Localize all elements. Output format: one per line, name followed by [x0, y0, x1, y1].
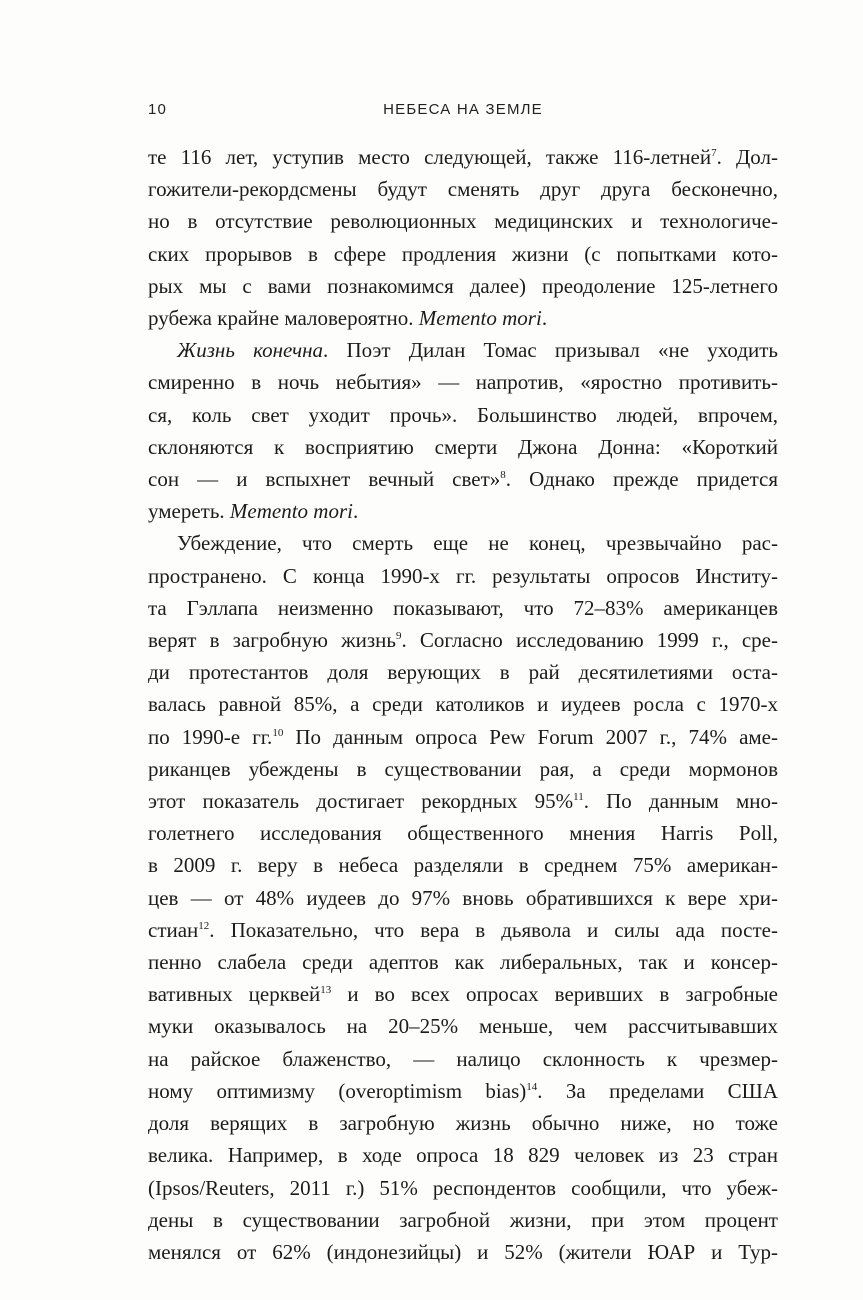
text-line: [148, 978, 778, 1010]
text-line: [148, 721, 778, 753]
text-run: . Показательно, что вера в дьявола и силы ада посте-: [209, 917, 778, 942]
text-run: но в отсутствие революционных медицинских и технологиче-: [148, 209, 778, 234]
text-line: [148, 914, 778, 946]
text-line: [148, 849, 778, 881]
footnote-ref: 10: [272, 726, 284, 739]
page-number: 10: [148, 101, 168, 118]
footnote-ref: 7: [711, 147, 717, 159]
text-run: гожители-рекордсмены будут сменять друг друга бесконечно,: [148, 177, 778, 202]
text-run: вативных церквей: [148, 982, 321, 1007]
text-run: смиренно в ночь небытия» — напротив, «яростно противить-: [148, 370, 778, 395]
text-run: этот показатель достигает рекордных 95%: [148, 789, 574, 814]
text-line: [148, 1172, 778, 1204]
text-run: валась равной 85%, а среди католиков и иудеев росла с 1970-х: [148, 692, 778, 717]
text-line: [148, 463, 778, 495]
text-run: стиан: [148, 917, 199, 942]
text-line: [148, 399, 778, 431]
text-line: [148, 882, 778, 914]
italic-text: Жизнь конечна: [177, 338, 324, 363]
text-line: [148, 1236, 778, 1268]
text-run: Убеждение, что смерть еще не конец, чрезвычайно рас-: [177, 531, 778, 556]
text-line: [148, 527, 778, 559]
text-run: По данным опроса Pew Forum 2007 г., 74% аме-: [283, 724, 778, 749]
text-run: рубежа крайне маловероятно.: [148, 306, 419, 331]
text-line: [148, 817, 778, 849]
footnote-ref: 13: [320, 984, 332, 997]
text-run: ному оптимизму (overoptimism bias): [148, 1078, 527, 1103]
text-line: [148, 495, 778, 527]
text-run: .: [352, 499, 359, 524]
text-run: . По данным мно-: [583, 789, 778, 814]
text-run: и во всех опросах веривших в загробные: [331, 982, 778, 1007]
text-run: . За пределами США: [537, 1078, 778, 1103]
text-line: [148, 238, 778, 270]
text-line: [148, 753, 778, 785]
text-run: ся, коль свет уходит прочь». Большинство людей, впрочем,: [148, 402, 778, 427]
text-run: та Гэллапа неизменно показывают, что 72–83% американцев: [148, 595, 778, 620]
text-run: сон — и вспыхнет вечный свет»: [148, 467, 501, 492]
text-run: пространено. С конца 1990-х гг. результаты опросов Институ-: [148, 563, 778, 588]
text-line: [148, 1107, 778, 1139]
text-line: [148, 431, 778, 463]
text-run: по 1990-е гг.: [148, 724, 273, 749]
text-run: . Согласно исследованию 1999 г., сре-: [401, 628, 778, 653]
text-run: . Поэт Дилан Томас призывал «не уходить: [323, 338, 779, 363]
text-line: [148, 592, 778, 624]
text-run: дены в существовании загробной жизни, при этом процент: [148, 1207, 778, 1232]
text-run: рых мы с вами познакомимся далее) преодоление 125-летнего: [148, 273, 778, 298]
paragraph: [148, 334, 778, 527]
text-line: [148, 656, 778, 688]
text-run: менялся от 62% (индонезийцы) и 52% (жители ЮАР и Тур-: [148, 1239, 778, 1264]
text-line: [148, 1075, 778, 1107]
running-header: [148, 101, 778, 125]
text-run: доля верящих в загробную жизнь обычно ниже, но тоже: [148, 1111, 778, 1136]
text-run: . Однако прежде придется: [505, 467, 778, 492]
text-run: риканцев убеждены в существовании рая, а среди мормонов: [148, 756, 778, 781]
text-run: те 116 лет, уступив место следующей, также 116-летней: [148, 145, 712, 169]
paragraph: [148, 527, 778, 1268]
text-line: [148, 560, 778, 592]
text-run: цев — от 48% иудеев до 97% вновь обратившихся к вере хри-: [148, 885, 778, 910]
footnote-ref: 14: [526, 1080, 538, 1093]
text-run: в 2009 г. веру в небеса разделяли в среднем 75% американ-: [148, 853, 778, 878]
text-line: [148, 1010, 778, 1042]
text-line: [148, 688, 778, 720]
footnote-ref: 11: [573, 791, 584, 804]
footnote-ref: 12: [198, 919, 210, 932]
text-run: велика. Например, в ходе опроса 18 829 человек из 23 стран: [148, 1143, 778, 1168]
text-line: [148, 946, 778, 978]
italic-text: Memento mori: [229, 499, 353, 524]
italic-text: Memento mori: [418, 306, 542, 331]
text-run: верят в загробную жизнь: [148, 628, 396, 653]
text-run: склоняются к восприятию смерти Джона Донна: «Короткий: [148, 434, 778, 459]
text-line: [148, 141, 778, 173]
text-line: [148, 173, 778, 205]
text-line: [148, 1204, 778, 1236]
text-run: муки оказывалось на 20–25% меньше, чем рассчитывавших: [148, 1014, 778, 1039]
text-run: на райское блаженство, — налицо склонность к чрезмер-: [148, 1046, 778, 1071]
text-line: [148, 366, 778, 398]
text-line: [148, 302, 778, 334]
body-text: [148, 141, 778, 1268]
text-line: [148, 270, 778, 302]
text-line: [148, 334, 778, 366]
text-run: (Ipsos/Reuters, 2011 г.) 51% респондентов сообщили, что убеж-: [148, 1175, 778, 1200]
text-line: [148, 1139, 778, 1171]
running-title: НЕБЕСА НА ЗЕМЛЕ: [383, 101, 543, 118]
text-run: .: [541, 306, 548, 331]
text-run: . Дол-: [716, 145, 778, 169]
footnote-ref: 8: [500, 469, 506, 482]
text-run: голетнего исследования общественного мнения Harris Poll,: [148, 821, 778, 846]
text-run: ди протестантов доля верующих в рай десятилетиями оста-: [148, 660, 778, 685]
text-run: пенно слабела среди адептов как либеральных, так и консер-: [148, 950, 778, 975]
footnote-ref: 9: [396, 630, 402, 643]
text-line: [148, 785, 778, 817]
text-run: ских прорывов в сфере продления жизни (с попытками кото-: [148, 241, 778, 266]
text-run: умереть.: [148, 499, 230, 524]
paragraph: [148, 141, 778, 334]
text-line: [148, 1043, 778, 1075]
text-line: [148, 205, 778, 237]
text-line: [148, 624, 778, 656]
